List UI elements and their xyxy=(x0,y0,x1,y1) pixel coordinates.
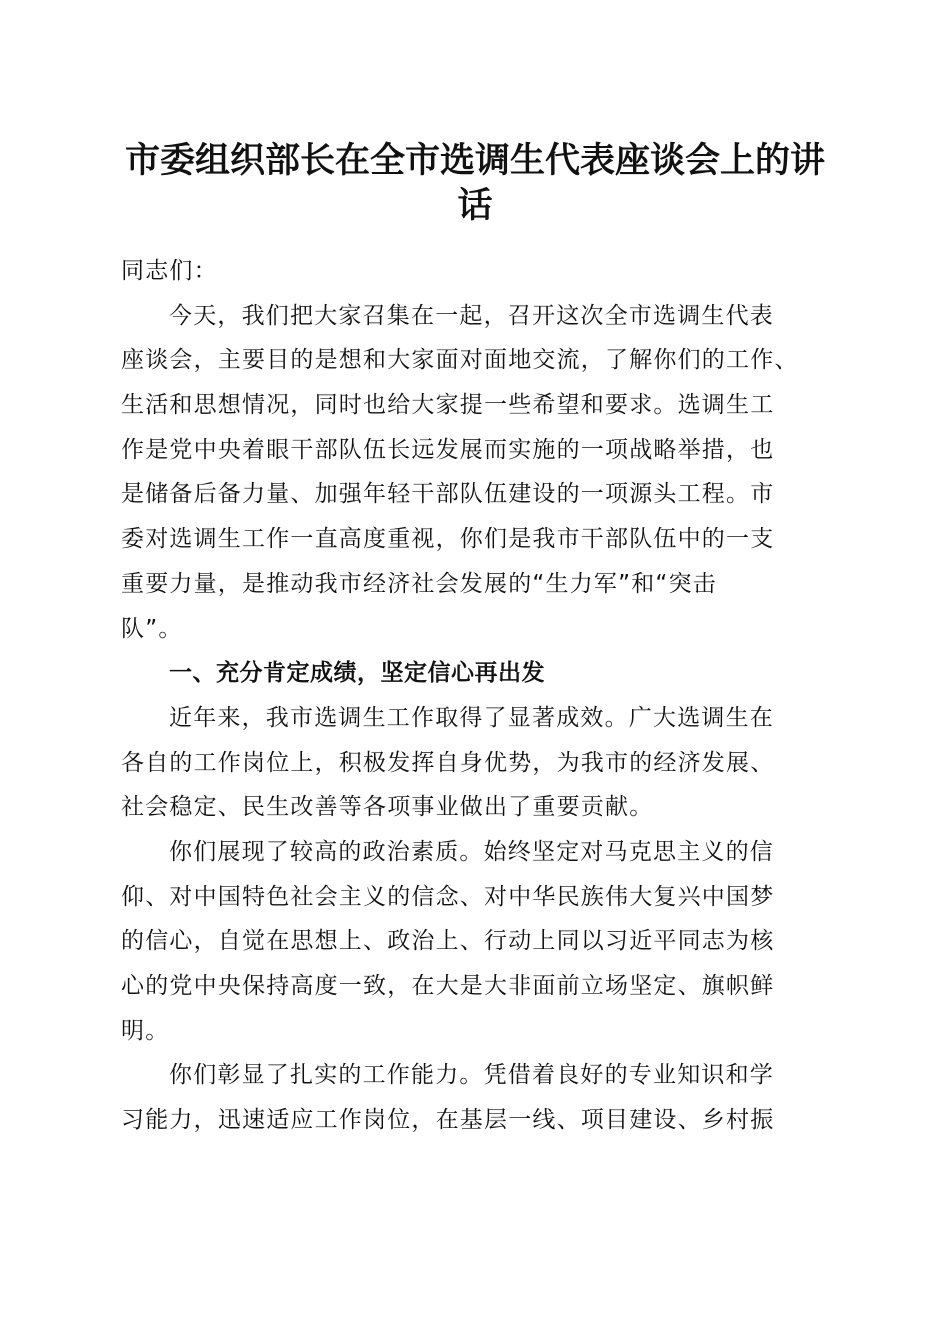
paragraph-line: 重要力量，是推动我市经济社会发展的“生力军”和“突击 xyxy=(121,570,717,597)
paragraph-line: 近年来，我市选调生工作取得了显著成效。广大选调生在 xyxy=(169,704,774,731)
title-line: 话 xyxy=(457,185,493,226)
paragraph-line: 社会稳定、民生改善等各项事业做出了重要贡献。 xyxy=(121,794,654,821)
paragraph-political xyxy=(121,830,841,1053)
paragraph-line: 队”。 xyxy=(121,615,183,642)
paragraph-intro xyxy=(121,294,841,652)
paragraph-line: 的信心，自觉在思想上、政治上、行动上同以习近平同志为核 xyxy=(121,928,775,955)
section-heading: 一、充分肯定成绩，坚定信心再出发 xyxy=(169,660,545,687)
paragraph-line: 各自的工作岗位上，积极发挥自身优势，为我市的经济发展、 xyxy=(121,749,775,776)
paragraph-line: 委对选调生工作一直高度重视，你们是我市干部队伍中的一支 xyxy=(121,526,775,553)
paragraph-line: 仰、对中国特色社会主义的信念、对中华民族伟大复兴中国梦 xyxy=(121,883,775,910)
paragraph-ability xyxy=(121,1053,841,1142)
paragraph-line: 是储备后备力量、加强年轻干部队伍建设的一项源头工程。市 xyxy=(121,481,775,508)
paragraph-line: 今天，我们把大家召集在一起，召开这次全市选调生代表 xyxy=(169,302,774,329)
title-line: 市委组织部长在全市选调生代表座谈会上的讲 xyxy=(124,140,825,181)
paragraph-achievements xyxy=(121,696,841,830)
document-body xyxy=(121,249,841,1143)
paragraph-line: 你们展现了较高的政治素质。始终坚定对马克思主义的信 xyxy=(169,838,774,865)
paragraph-line: 作是党中央着眼干部队伍长远发展而实施的一项战略举措，也 xyxy=(121,436,775,463)
paragraph-line: 你们彰显了扎实的工作能力。凭借着良好的专业知识和学 xyxy=(169,1062,774,1089)
paragraph-line: 生活和思想情况，同时也给大家提一些希望和要求。选调生工 xyxy=(121,392,775,419)
salutation: 同志们： xyxy=(121,258,218,284)
document-title xyxy=(0,138,950,228)
paragraph-line: 座谈会，主要目的是想和大家面对面地交流，了解你们的工作、 xyxy=(121,347,799,374)
paragraph-line: 习能力，迅速适应工作岗位，在基层一线、项目建设、乡村振 xyxy=(121,1107,775,1134)
paragraph-line: 心的党中央保持高度一致，在大是大非面前立场坚定、旗帜鲜 xyxy=(121,973,775,999)
paragraph-line: 明。 xyxy=(121,1017,170,1044)
